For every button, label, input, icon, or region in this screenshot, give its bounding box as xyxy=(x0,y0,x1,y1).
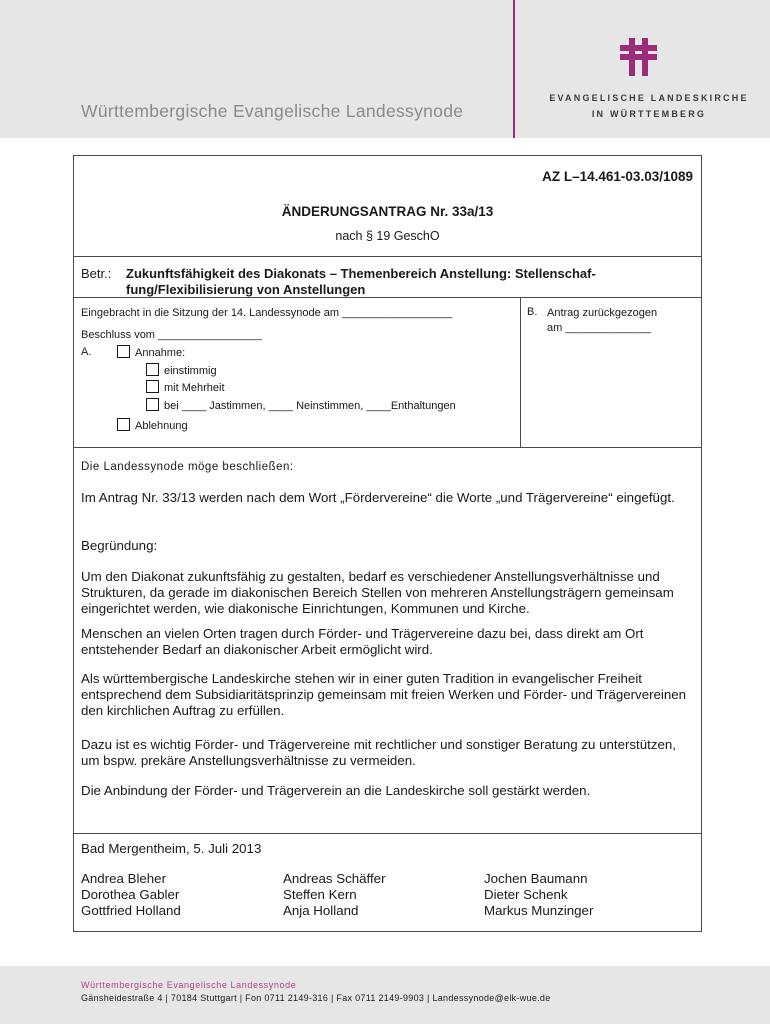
church-cross-logo-icon xyxy=(620,38,660,76)
approval-option[interactable] xyxy=(117,345,185,359)
rejection-option[interactable] xyxy=(117,418,188,432)
signer-name: Steffen Kern xyxy=(283,887,357,902)
withdrawn-line1: Antrag zurückgezogen xyxy=(547,307,658,319)
rationale-paragraph: Die Anbindung der Förder- und Trägerverein an die Landeskirche soll gestärkt werden. xyxy=(81,783,591,798)
place-date: Bad Mergentheim, 5. Juli 2013 xyxy=(81,841,262,856)
column-divider xyxy=(520,297,521,447)
rationale-heading: Begründung: xyxy=(81,538,158,553)
signer-name: Jochen Baumann xyxy=(484,871,588,886)
unanimous-checkbox[interactable] xyxy=(146,363,159,376)
subject-label: Betr.: xyxy=(81,266,112,281)
divider-line xyxy=(74,833,701,834)
vote-count-checkbox[interactable] xyxy=(146,398,159,411)
signers-column-3 xyxy=(484,871,593,919)
footer-address: Gänsheidestraße 4 | 70184 Stuttgart | Fon 0711 2149-316 | Fax 0711 2149-9903 | Landessynode@elk-wue.de xyxy=(81,993,551,1003)
withdrawn-line2: am ______________ xyxy=(547,322,651,334)
majority-checkbox[interactable] xyxy=(146,380,159,393)
church-name-line2: IN WÜRTTEMBERG xyxy=(591,109,707,119)
signer-name: Gottfried Holland xyxy=(81,903,181,918)
signers-column-2 xyxy=(283,871,386,919)
header-divider xyxy=(513,0,515,138)
signers-column-1 xyxy=(81,871,181,919)
signer-name: Andrea Bleher xyxy=(81,871,167,886)
decision-date-line: Beschluss vom _________________ xyxy=(81,329,263,341)
rejection-checkbox[interactable] xyxy=(117,418,130,431)
approval-checkbox[interactable] xyxy=(117,345,130,358)
approval-label: Annahme: xyxy=(135,347,186,359)
majority-option[interactable] xyxy=(146,380,225,394)
rationale-paragraph: Als württembergische Landeskirche stehen wir in einer guten Tradition in evangelischer Freiheit entsprechend dem Subsidiaritätsprinzip gemeinsam mit freien Werken und Förder- und Trägervereinen den kirchlichen Auftrag zu erfüllen. xyxy=(81,671,687,718)
synod-title: Württembergische Evangelische Landessynode xyxy=(81,101,464,121)
majority-label: mit Mehrheit xyxy=(164,382,225,394)
church-name xyxy=(528,90,770,122)
withdrawn-text xyxy=(547,306,657,336)
signer-name: Dieter Schenk xyxy=(484,887,568,902)
rationale-paragraph: Um den Diakonat zukunftsfähig zu gestalten, bedarf es verschiedener Anstellungsverhältnisse und Strukturen, da gerade im diakonischen Bereich Stellen von mehreren Anstellungsträgern gemeinsam eingerichtet werden, wie diakonische Einrichtungen, Kommunen und Kirche. xyxy=(81,569,674,616)
subject-text: Zukunftsfähigkeit des Diakonats – Themenbereich Anstellung: Stellenschaffung/Flexibilisierung von Anstellungen xyxy=(126,266,596,297)
unanimous-label: einstimmig xyxy=(164,365,217,377)
footer-title: Württembergische Evangelische Landessynode xyxy=(81,980,297,990)
signer-name: Dorothea Gabler xyxy=(81,887,180,902)
motion-paragraph: Im Antrag Nr. 33/13 werden nach dem Wort „Fördervereine“ die Worte „und Trägervereine“ eingefügt. xyxy=(81,490,675,505)
motion-title: ÄNDERUNGSANTRAG Nr. 33a/13 xyxy=(281,204,494,219)
signer-name: Anja Holland xyxy=(283,903,359,918)
resolution-intro: Die Landessynode möge beschließen: xyxy=(81,461,294,473)
rejection-label: Ablehnung xyxy=(135,420,188,432)
divider-line xyxy=(74,297,701,298)
signer-name: Markus Munzinger xyxy=(484,903,594,918)
motion-frame xyxy=(73,155,702,932)
divider-line xyxy=(74,447,701,448)
submitted-line: Eingebracht in die Sitzung der 14. Landessynode am __________________ xyxy=(81,307,453,319)
church-name-line1: EVANGELISCHE LANDESKIRCHE xyxy=(549,93,749,103)
rationale-paragraph: Menschen an vielen Orten tragen durch Förder- und Trägervereine dazu bei, dass direkt am Ort entstehender Bedarf an diakonischer Arbeit ermöglicht wird. xyxy=(81,626,644,657)
signer-name: Andreas Schäffer xyxy=(283,871,386,886)
vote-count-label: bei ____ Jastimmen, ____ Neinstimmen, ____Enthaltungen xyxy=(164,400,456,412)
section-b-label: B. xyxy=(527,306,538,318)
rationale-paragraph: Dazu ist es wichtig Förder- und Trägervereine mit rechtlicher und sonstiger Beratung zu unterstützen, um bspw. prekäre Anstellungsverhältnisse zu vermeiden. xyxy=(81,737,676,768)
file-reference: AZ L–14.461-03.03/1089 xyxy=(542,169,693,184)
unanimous-option[interactable] xyxy=(146,363,217,377)
section-a-label: A. xyxy=(81,346,92,358)
vote-count-option[interactable] xyxy=(146,398,456,412)
divider-line xyxy=(74,256,701,257)
motion-subtitle: nach § 19 GeschO xyxy=(335,229,440,243)
